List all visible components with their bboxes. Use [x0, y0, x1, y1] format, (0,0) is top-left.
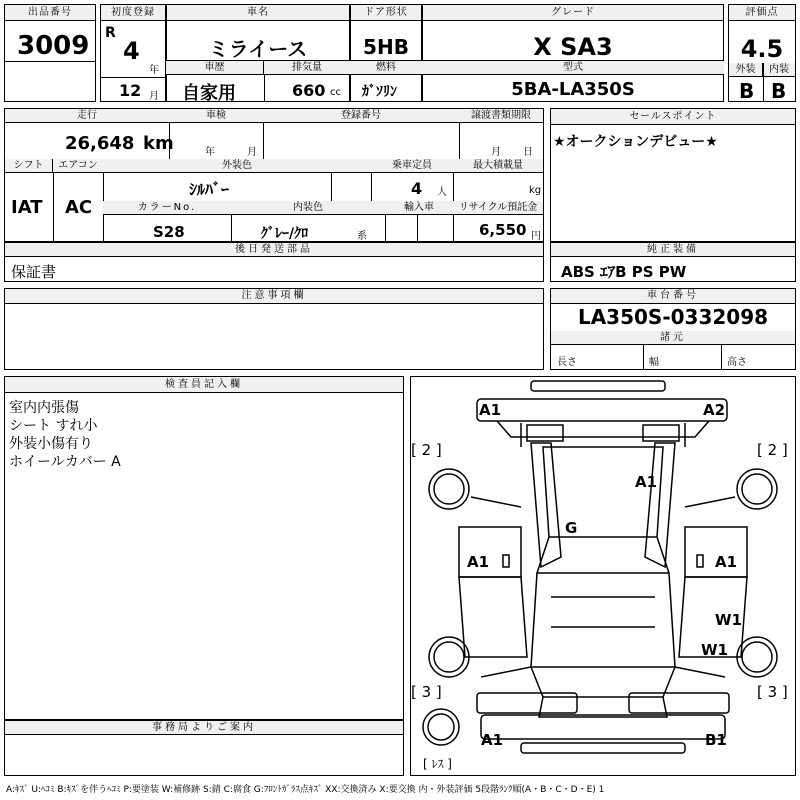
capacity: 4	[411, 179, 423, 198]
tire-mark: [ 2 ]	[411, 441, 442, 459]
office-label: 事務局よりご案内	[5, 721, 403, 735]
int-color: ｸﾞﾚｰ/ｸﾛ	[261, 226, 309, 242]
max-load-label: 最大積載量	[453, 159, 543, 173]
reg-no-label: 登録番号	[263, 109, 459, 123]
recycle-fee: 6,550	[479, 221, 527, 239]
damage-diagram	[410, 376, 796, 776]
inspector-line: ホイールカバー A	[9, 454, 121, 470]
ac-label: エアコン	[53, 159, 103, 173]
damage-mark: W1	[715, 611, 742, 629]
damage-mark: A1	[481, 731, 504, 749]
inspector-line: 室内内張傷	[9, 400, 79, 416]
ext-color-label: 外装色	[103, 159, 371, 173]
transfer-month-unit: 月	[491, 147, 501, 158]
score-label: 評価点	[729, 5, 795, 21]
first-registration-box	[100, 4, 166, 102]
damage-mark: B1	[705, 731, 727, 749]
lot-number: 3009	[17, 31, 90, 61]
tire-mark: [ 2 ]	[757, 441, 788, 459]
sales-point-text: ★オークションデビュー★	[553, 134, 718, 150]
displacement-label: 排気量	[264, 61, 350, 75]
legend: A:ｷｽﾞ U:ﾍｺﾐ B:ｷｽﾞを伴うﾍｺﾐ P:要塗装 W:補修跡 S:錆 C:腐食 G:ﾌﾛﾝﾄｶﾞﾗｽ点ｷｽﾞ XX:交換済み X:要交換 内・外装評価 5段階ﾗﾝｸ順(A・B・C・D・E) 1	[6, 785, 605, 795]
int-grade: B	[771, 79, 787, 103]
door-type: 5HB	[363, 35, 409, 59]
damage-mark: A1	[467, 553, 490, 571]
damage-mark: W1	[701, 641, 728, 659]
lot-number-box	[4, 4, 96, 102]
damage-mark: G	[565, 519, 578, 537]
history: 自家用	[182, 83, 236, 104]
registration-month: 12	[119, 81, 142, 100]
damage-mark: A1	[635, 473, 658, 491]
car-name: ミライース	[208, 37, 308, 61]
int-color-unit: 系	[357, 231, 367, 242]
model: 5BA-LA350S	[511, 79, 635, 100]
transfer-label: 譲渡書類期限	[459, 109, 543, 123]
ac: AC	[65, 197, 93, 218]
mileage: 26,648	[65, 133, 135, 154]
int-grade-label: 内装	[763, 63, 795, 77]
grade: X SA3	[533, 33, 613, 61]
ext-color: ｼﾙﾊﾞｰ	[189, 180, 230, 199]
shift-label: シフト	[5, 159, 53, 173]
recycle-label: リサイクル預託金	[453, 201, 543, 215]
lot-number-label: 出品番号	[5, 5, 95, 21]
era: R	[105, 25, 116, 41]
damage-mark: A1	[479, 401, 502, 419]
inspection-year-unit: 年	[205, 147, 215, 158]
ext-grade-label: 外装	[729, 63, 763, 77]
height-label: 高さ	[727, 357, 747, 368]
inspector-label: 検査員記入欄	[5, 377, 403, 393]
fuel: ｶﾞｿﾘﾝ	[362, 84, 397, 100]
grade-label: グレード	[423, 5, 723, 21]
int-color-label: 内装色	[231, 201, 385, 215]
length-label: 長さ	[557, 357, 577, 368]
tire-mark: [ 3 ]	[411, 683, 442, 701]
later-parts-box	[4, 242, 544, 282]
later-parts-label: 後日発送部品	[5, 243, 543, 257]
inspector-line: 外装小傷有り	[9, 436, 93, 452]
chassis-box	[550, 288, 796, 370]
max-load-unit: kg	[529, 185, 542, 196]
color-no-label: カラーNo.	[103, 201, 231, 215]
tire-mark: [ 3 ]	[757, 683, 788, 701]
inspector-box	[4, 376, 404, 720]
notes-box	[4, 288, 544, 370]
later-parts-text: 保証書	[11, 263, 57, 281]
fuel-label: 燃料	[350, 61, 422, 75]
equipment-box	[550, 242, 796, 282]
displacement: 660	[292, 81, 326, 100]
capacity-unit: 人	[437, 187, 447, 198]
import-label: 輸入車	[385, 201, 453, 215]
transfer-day-unit: 日	[523, 147, 533, 158]
history-row	[166, 60, 724, 102]
chassis-label: 車台番号	[551, 289, 795, 304]
first-registration-label: 初度登録	[101, 5, 165, 21]
chassis-number: LA350S-0332098	[577, 305, 769, 329]
capacity-label: 乗車定員	[371, 159, 453, 173]
score: 4.5	[740, 35, 784, 63]
ext-grade: B	[739, 79, 755, 103]
shift: IAT	[11, 197, 43, 218]
displacement-unit: cc	[330, 87, 341, 98]
damage-mark: A2	[703, 401, 726, 419]
width-label: 幅	[649, 357, 659, 368]
color-no: S28	[153, 223, 185, 241]
door-label: ドア形状	[351, 5, 421, 21]
model-label: 型式	[422, 61, 724, 75]
mileage-unit: km	[143, 133, 174, 154]
equipment-label: 純正装備	[551, 243, 795, 257]
inspection-label: 車検	[169, 109, 263, 123]
equipment-text: ABS ｴｱB PS PW	[561, 263, 687, 281]
sales-point-box	[550, 108, 796, 242]
dims-label: 諸元	[551, 331, 795, 345]
inspector-line: シート すれ小	[9, 418, 98, 434]
recycle-unit: 円	[531, 231, 541, 242]
inspection-month-unit: 月	[247, 147, 257, 158]
sales-point-label: セールスポイント	[551, 109, 795, 125]
mileage-label: 走行	[5, 109, 169, 123]
notes-label: 注意事項欄	[5, 289, 543, 304]
month-unit: 月	[149, 91, 159, 102]
year-unit: 年	[149, 65, 159, 76]
history-label: 車歴	[166, 61, 264, 75]
car-outline-diagram	[411, 377, 795, 775]
car-name-label: 車名	[167, 5, 349, 21]
damage-mark: A1	[715, 553, 738, 571]
registration-year: 4	[123, 37, 140, 65]
score-box	[728, 4, 796, 102]
tire-mark: [ ﾚｽ ]	[423, 757, 452, 771]
vehicle-details-box	[4, 108, 544, 242]
office-box	[4, 720, 404, 776]
